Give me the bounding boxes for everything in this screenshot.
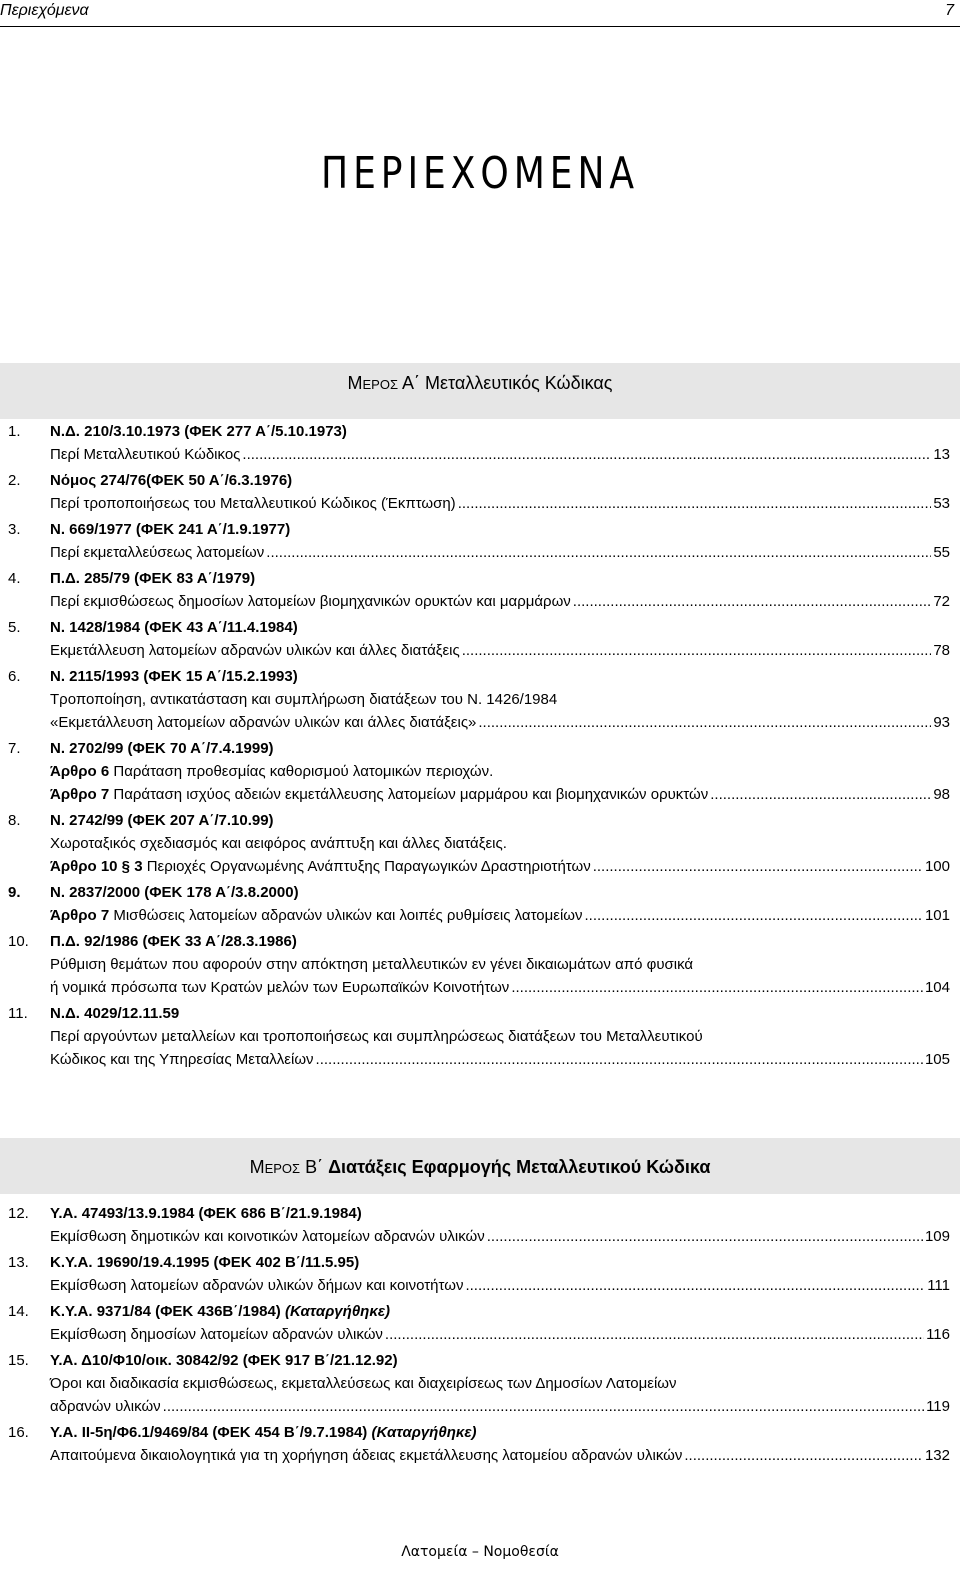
toc-entry-description: Απαιτούμενα δικαιολογητικά για τη χορήγηση άδειας εκμετάλλευσης λατομείου αδρανών υλικών <box>50 1447 683 1464</box>
toc-entry-line-text <box>50 590 571 613</box>
toc-entry-description: Παράταση προθεσμίας καθορισμού λατομικών περιοχών. <box>109 763 494 780</box>
toc-entry[interactable] <box>0 1002 960 1071</box>
toc-entry-line-text <box>50 976 509 999</box>
toc-dot-leader <box>242 443 931 466</box>
toc-entry-line-text <box>50 1274 463 1297</box>
toc-entry-heading <box>50 1002 950 1025</box>
toc-dot-leader <box>163 1395 924 1418</box>
part-b-name: Διατάξεις Εφαρμογής Μεταλλευτικού Κώδικα <box>328 1157 711 1177</box>
toc-page-number[interactable]: 53 <box>933 495 950 512</box>
toc-entry-number: 9. <box>8 884 21 901</box>
toc-entry-line-text <box>50 691 557 708</box>
toc-page-number[interactable]: 109 <box>924 1228 950 1245</box>
toc-entry-number: 5. <box>8 619 21 636</box>
toc-dot-leader <box>487 1225 923 1248</box>
toc-entry-line <box>50 904 950 927</box>
toc-entry-line <box>50 688 950 711</box>
toc-entry-description: Περί εκμεταλλεύσεως λατομείων <box>50 544 265 561</box>
toc-entry-number: 2. <box>8 472 21 489</box>
toc-entry-heading <box>50 420 950 443</box>
toc-entry-number: 16. <box>8 1424 29 1441</box>
toc-entry-description: Περί Μεταλλευτικού Κώδικος <box>50 446 241 463</box>
toc-entry-line-text <box>50 763 493 780</box>
toc-entry-line-text <box>50 443 240 466</box>
toc-entry[interactable] <box>0 1349 960 1418</box>
toc-entry-description: «Εκμετάλλευση λατομείων αδρανών υλικών και άλλες διατάξεις» <box>50 714 477 731</box>
toc-entry-line <box>50 760 950 783</box>
part-b-toc <box>0 1202 960 1470</box>
running-header-page-number: 7 <box>945 2 954 19</box>
toc-entry-line <box>50 855 950 878</box>
toc-entry-description: Χωροταξικός σχεδιασμός και αειφόρος ανάπτυξη και άλλες διατάξεις. <box>50 835 507 852</box>
toc-page-number[interactable]: 78 <box>933 642 950 659</box>
toc-entry-description: Κώδικος και της Υπηρεσίας Μεταλλείων <box>50 1051 314 1068</box>
toc-entry-heading-text: Νόμος 274/76(ΦΕΚ 50 Α΄/6.3.1976) <box>50 472 293 489</box>
toc-entry-heading-text: Π.Δ. 92/1986 (ΦΕΚ 33 Α΄/28.3.1986) <box>50 933 297 950</box>
part-a-toc <box>0 420 960 1074</box>
toc-entry-description: Περί εκμισθώσεως δημοσίων λατομείων βιομηχανικών ορυκτών και μαρμάρων <box>50 593 571 610</box>
toc-entry-line-text <box>50 1323 383 1346</box>
toc-entry-line <box>50 783 950 806</box>
toc-entry-description: Περιοχές Οργανωμένης Ανάπτυξης Παραγωγικών Δραστηριοτήτων <box>142 858 591 875</box>
toc-entry-heading <box>50 930 950 953</box>
toc-entry[interactable] <box>0 1202 960 1248</box>
toc-entry-heading <box>50 469 950 492</box>
toc-dot-leader <box>465 1274 925 1297</box>
toc-entry-number: 7. <box>8 740 21 757</box>
toc-entry-line-text <box>50 639 460 662</box>
toc-dot-leader <box>511 976 923 999</box>
toc-page-number[interactable]: 13 <box>933 446 950 463</box>
toc-entry-number: 3. <box>8 521 21 538</box>
toc-entry-heading <box>50 1300 950 1323</box>
toc-entry-line-text <box>50 1444 682 1467</box>
toc-entry-number: 6. <box>8 668 21 685</box>
toc-dot-leader <box>316 1048 923 1071</box>
toc-entry-line <box>50 1025 950 1048</box>
toc-page-number[interactable]: 100 <box>924 858 950 875</box>
toc-entry-heading <box>50 665 950 688</box>
toc-entry[interactable] <box>0 881 960 927</box>
toc-entry-heading <box>50 1349 950 1372</box>
toc-entry-description: Εκμετάλλευση λατομείων αδρανών υλικών και άλλες διατάξεις <box>50 642 460 659</box>
toc-entry-heading-text: Ν. 1428/1984 (ΦΕΚ 43 Α΄/11.4.1984) <box>50 619 298 636</box>
toc-entry-heading-text: Ν. 2742/99 (ΦΕΚ 207 Α΄/7.10.99) <box>50 812 274 829</box>
toc-entry-description: ή νομικά πρόσωπα των Κρατών μελών των Ευρωπαϊκών Κοινοτήτων <box>50 979 510 996</box>
toc-entry[interactable] <box>0 1421 960 1467</box>
toc-entry-article: Άρθρο 6 <box>50 763 110 780</box>
toc-entry-line <box>50 443 950 466</box>
toc-page-number[interactable]: 101 <box>924 907 950 924</box>
toc-entry-description: Μισθώσεις λατομείων αδρανών υλικών και λοιπές ρυθμίσεις λατομείων <box>109 907 583 924</box>
toc-entry-line-text <box>50 711 476 734</box>
part-a-title <box>0 373 960 394</box>
toc-entry-line-text <box>50 783 708 806</box>
part-a-name: Μεταλλευτικός Κώδικας <box>425 373 613 393</box>
toc-entry-line-text <box>50 1225 485 1248</box>
toc-entry-description: αδρανών υλικών <box>50 1398 161 1415</box>
toc-entry-article: Άρθρο 7 <box>50 786 110 803</box>
toc-entry-heading-text: Ν. 669/1977 (ΦΕΚ 241 Α΄/1.9.1977) <box>50 521 291 538</box>
toc-entry-heading <box>50 737 950 760</box>
toc-entry[interactable] <box>0 737 960 806</box>
toc-entry-number: 8. <box>8 812 21 829</box>
toc-entry-number: 4. <box>8 570 21 587</box>
toc-dot-leader <box>462 639 932 662</box>
toc-entry-line <box>50 976 950 999</box>
toc-entry-line <box>50 541 950 564</box>
toc-dot-leader <box>385 1323 924 1346</box>
toc-page-number[interactable]: 105 <box>924 1051 950 1068</box>
toc-entry-article: Άρθρο 10 § 3 <box>50 858 143 875</box>
toc-entry-number: 12. <box>8 1205 29 1222</box>
toc-entry-heading <box>50 616 950 639</box>
toc-entry-number: 1. <box>8 423 21 440</box>
toc-entry-line <box>50 1274 950 1297</box>
toc-page-number[interactable]: 55 <box>933 544 950 561</box>
toc-entry-description: Εκμίσθωση δημοσίων λατομείων αδρανών υλικών <box>50 1326 383 1343</box>
toc-entry[interactable] <box>0 567 960 613</box>
toc-entry-line <box>50 639 950 662</box>
toc-entry-heading <box>50 1251 950 1274</box>
toc-entry-line-text <box>50 904 583 927</box>
toc-entry-description: Εκμίσθωση δημοτικών και κοινοτικών λατομείων αδρανών υλικών <box>50 1228 485 1245</box>
toc-entry-heading-text: Κ.Υ.Α. 19690/19.4.1995 (ΦΕΚ 402 Β΄/11.5.95) <box>50 1254 360 1271</box>
toc-entry-description: Όροι και διαδικασία εκμισθώσεως, εκμεταλλεύσεως και διαχειρίσεως των Δημοσίων Λατομείων <box>50 1375 677 1392</box>
toc-entry-line <box>50 1372 950 1395</box>
toc-dot-leader <box>585 904 923 927</box>
toc-entry-number: 11. <box>8 1005 28 1022</box>
part-a-label: Μερος Α΄ <box>347 373 421 393</box>
toc-entry-description: Περί αργούντων μεταλλείων και τροποποιήσεως και συμπληρώσεως διατάξεων του Μεταλλευτικού <box>50 1028 703 1045</box>
part-b-title <box>0 1157 960 1178</box>
toc-entry[interactable] <box>0 930 960 999</box>
toc-entry-heading <box>50 881 950 904</box>
toc-entry-description: Εκμίσθωση λατομείων αδρανών υλικών δήμων και κοινοτήτων <box>50 1277 464 1294</box>
toc-entry-line <box>50 1225 950 1248</box>
toc-dot-leader <box>573 590 932 613</box>
toc-entry-heading <box>50 809 950 832</box>
toc-entry-line <box>50 1048 950 1071</box>
toc-entry[interactable] <box>0 809 960 878</box>
toc-entry-heading-text: Ν.Δ. 4029/12.11.59 <box>50 1005 180 1022</box>
toc-entry-heading <box>50 1421 950 1444</box>
toc-entry-line-text <box>50 1395 161 1418</box>
toc-entry-status: (Καταργήθηκε) <box>371 1424 477 1441</box>
footer: Λατομεία – Νομοθεσία <box>401 1544 559 1560</box>
toc-entry-heading-text: Ν. 2837/2000 (ΦΕΚ 178 Α΄/3.8.2000) <box>50 884 299 901</box>
page-title: ΠΕΡΙΕΧΟΜΕΝΑ <box>321 148 639 199</box>
part-b-label: Μερος Β΄ <box>249 1157 324 1177</box>
toc-entry-line-text <box>50 1375 677 1392</box>
toc-entry[interactable] <box>0 518 960 564</box>
toc-entry-heading-text: Π.Δ. 285/79 (ΦΕΚ 83 Α΄/1979) <box>50 570 256 587</box>
toc-page-number[interactable]: 98 <box>933 786 950 803</box>
toc-entry-heading-text: Ν. 2115/1993 (ΦΕΚ 15 Α΄/15.2.1993) <box>50 668 298 685</box>
toc-entry-line-text <box>50 855 591 878</box>
toc-dot-leader <box>478 711 931 734</box>
toc-entry-description: Ρύθμιση θεμάτων που αφορούν στην απόκτηση μεταλλευτικών εν γένει δικαιωμάτων από φυσικά <box>50 956 694 973</box>
toc-entry[interactable] <box>0 665 960 734</box>
toc-entry[interactable] <box>0 616 960 662</box>
toc-entry-line-text <box>50 1028 703 1045</box>
toc-entry[interactable] <box>0 469 960 515</box>
toc-dot-leader <box>458 492 932 515</box>
running-header <box>0 0 960 27</box>
toc-entry-line <box>50 492 950 515</box>
toc-dot-leader <box>710 783 931 806</box>
toc-entry-line-text <box>50 956 693 973</box>
toc-page-number[interactable]: 111 <box>927 1277 950 1294</box>
toc-entry-description: Τροποποίηση, αντικατάσταση και συμπλήρωση διατάξεων του Ν. 1426/1984 <box>50 691 558 708</box>
toc-page-number[interactable]: 72 <box>933 593 950 610</box>
toc-entry-line-text <box>50 835 507 852</box>
toc-entry-heading-text: Ν.Δ. 210/3.10.1973 (ΦΕΚ 277 Α΄/5.10.1973) <box>50 423 347 440</box>
toc-entry-line-text <box>50 492 456 515</box>
toc-entry-number: 10. <box>8 933 29 950</box>
toc-dot-leader <box>593 855 923 878</box>
toc-page-number[interactable]: 116 <box>926 1326 950 1343</box>
toc-entry-heading-text: Υ.Α. ΙΙ-5η/Φ6.1/9469/84 (ΦΕΚ 454 Β΄/9.7.1984) <box>50 1424 368 1441</box>
toc-entry-heading-text: Υ.Α. Δ10/Φ10/οικ. 30842/92 (ΦΕΚ 917 Β΄/21.12.92) <box>50 1352 398 1369</box>
toc-entry[interactable] <box>0 420 960 466</box>
toc-entry-line <box>50 590 950 613</box>
toc-entry-number: 15. <box>8 1352 29 1369</box>
toc-entry-heading <box>50 518 950 541</box>
toc-entry-number: 13. <box>8 1254 29 1271</box>
toc-entry-line <box>50 1395 950 1418</box>
toc-entry-line <box>50 1323 950 1346</box>
toc-entry-description: Περί τροποποιήσεως του Μεταλλευτικού Κώδικος (Έκπτωση) <box>50 495 456 512</box>
toc-entry-heading <box>50 567 950 590</box>
toc-entry-heading-text: Ν. 2702/99 (ΦΕΚ 70 Α΄/7.4.1999) <box>50 740 274 757</box>
running-header-section: Περιεχόμενα <box>0 2 89 19</box>
toc-entry-line-text <box>50 1048 314 1071</box>
toc-entry[interactable] <box>0 1300 960 1346</box>
toc-entry-article: Άρθρο 7 <box>50 907 110 924</box>
toc-entry-heading-text: Κ.Υ.Α. 9371/84 (ΦΕΚ 436Β΄/1984) <box>50 1303 281 1320</box>
toc-entry-line <box>50 1444 950 1467</box>
toc-entry-line <box>50 832 950 855</box>
toc-entry-heading-text: Υ.Α. 47493/13.9.1984 (ΦΕΚ 686 Β΄/21.9.1984) <box>50 1205 362 1222</box>
toc-entry-line <box>50 711 950 734</box>
toc-entry-line-text <box>50 541 264 564</box>
toc-dot-leader <box>266 541 931 564</box>
toc-entry-number: 14. <box>8 1303 29 1320</box>
toc-entry-description: Παράταση ισχύος αδειών εκμετάλλευσης λατομείων μαρμάρου και βιομηχανικών ορυκτών <box>109 786 709 803</box>
toc-page-number[interactable]: 93 <box>933 714 950 731</box>
toc-entry-heading <box>50 1202 950 1225</box>
toc-dot-leader <box>684 1444 923 1467</box>
toc-entry-line <box>50 953 950 976</box>
toc-page-number[interactable]: 104 <box>924 979 950 996</box>
toc-page-number[interactable]: 119 <box>926 1398 950 1415</box>
toc-entry-status: (Καταργήθηκε) <box>284 1303 391 1320</box>
toc-entry[interactable] <box>0 1251 960 1297</box>
toc-page-number[interactable]: 132 <box>924 1447 950 1464</box>
